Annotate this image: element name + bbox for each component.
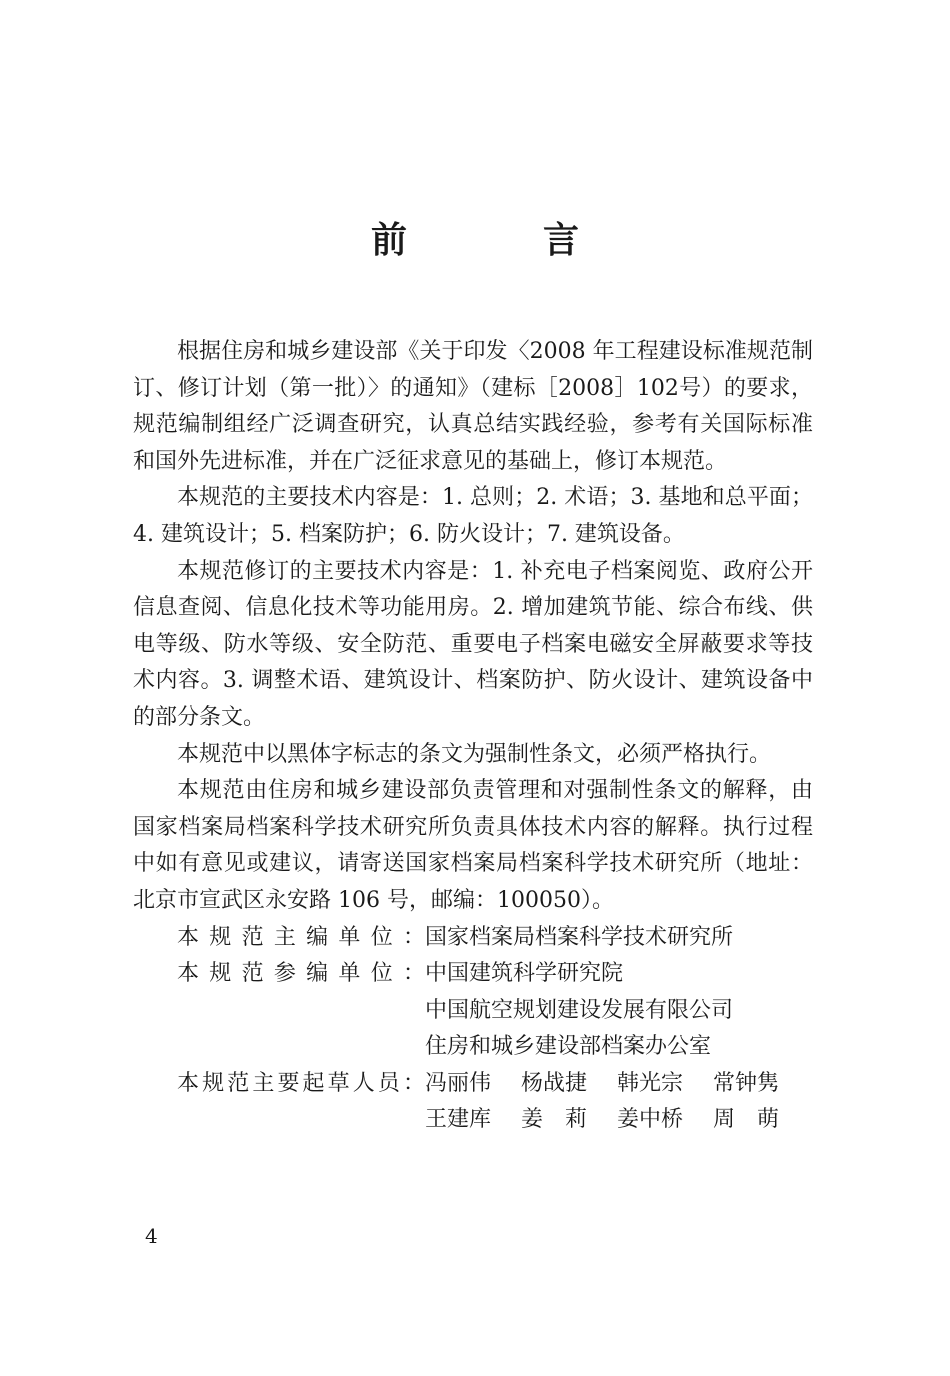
drafter-name: 常钟隽 [713,1070,780,1096]
participating-units-row [133,956,813,1066]
drafter-name: 韩光宗 [617,1070,684,1096]
participating-units-values [425,956,813,1066]
drafter-name: 姜中桥 [617,1107,684,1133]
drafters-line [425,1102,813,1139]
drafters-label: 本规范主要起草人员： [177,1070,425,1096]
participating-unit: 中国航空规划建设发展有限公司 [425,997,734,1023]
chief-unit-values [425,920,813,957]
paragraph-administration: 本规范由住房和城乡建设部负责管理和对强制性条文的解释，由国家档案局档案科学技术研究所负责具体技术内容的解释。执行过程中如有意见或建议，请寄送国家档案局档案科学技术研究所（地址：北京市宣武区永安路 106 号，邮编：100050）。 [133,778,813,913]
page-number: 4 [145,1224,158,1248]
drafters-line [425,1066,813,1103]
chief-unit-row [133,920,813,957]
drafters-values [425,1066,813,1139]
credits-block [133,920,813,1140]
drafter-name: 王建库 [425,1107,492,1133]
drafters-row [133,1066,813,1139]
drafter-name: 冯丽伟 [425,1070,492,1096]
participating-unit: 住房和城乡建设部档案办公室 [425,1034,712,1060]
chief-unit-name: 国家档案局档案科学技术研究所 [425,924,734,950]
paragraph-main-content: 本规范的主要技术内容是：1. 总则；2. 术语；3. 基地和总平面；4. 建筑设计；5. 档案防护；6. 防火设计；7. 建筑设备。 [133,485,813,547]
paragraph-basis: 根据住房和城乡建设部《关于印发〈2008 年工程建设标准规范制订、修订计划（第一批）〉的通知》（建标［2008］102号）的要求，规范编制组经广泛调查研究，认真总结实践经验，参考有关国际标准和国外先进标准，并在广泛征求意见的基础上，修订本规范。 [133,339,813,474]
drafter-name: 姜 莉 [521,1107,588,1133]
paragraph-revision-content: 本规范修订的主要技术内容是：1. 补充电子档案阅览、政府公开信息查阅、信息化技术等功能用房。2. 增加建筑节能、综合布线、供电等级、防水等级、安全防范、重要电子档案电磁安全屏蔽要求等技术内容。3. 调整术语、建筑设计、档案防护、防火设计、建筑设备中的部分条文。 [133,558,813,730]
preface-body [133,334,813,1139]
drafter-name: 杨战捷 [521,1070,588,1096]
chief-unit-label: 本规范主编单位： [177,924,425,950]
paragraph-mandatory-clauses: 本规范中以黑体字标志的条文为强制性条文，必须严格执行。 [177,741,772,767]
page-title: 前 言 [370,220,629,261]
participating-unit: 中国建筑科学研究院 [425,961,624,987]
drafter-name: 周 萌 [713,1107,780,1133]
participating-units-label: 本规范参编单位： [177,961,425,987]
